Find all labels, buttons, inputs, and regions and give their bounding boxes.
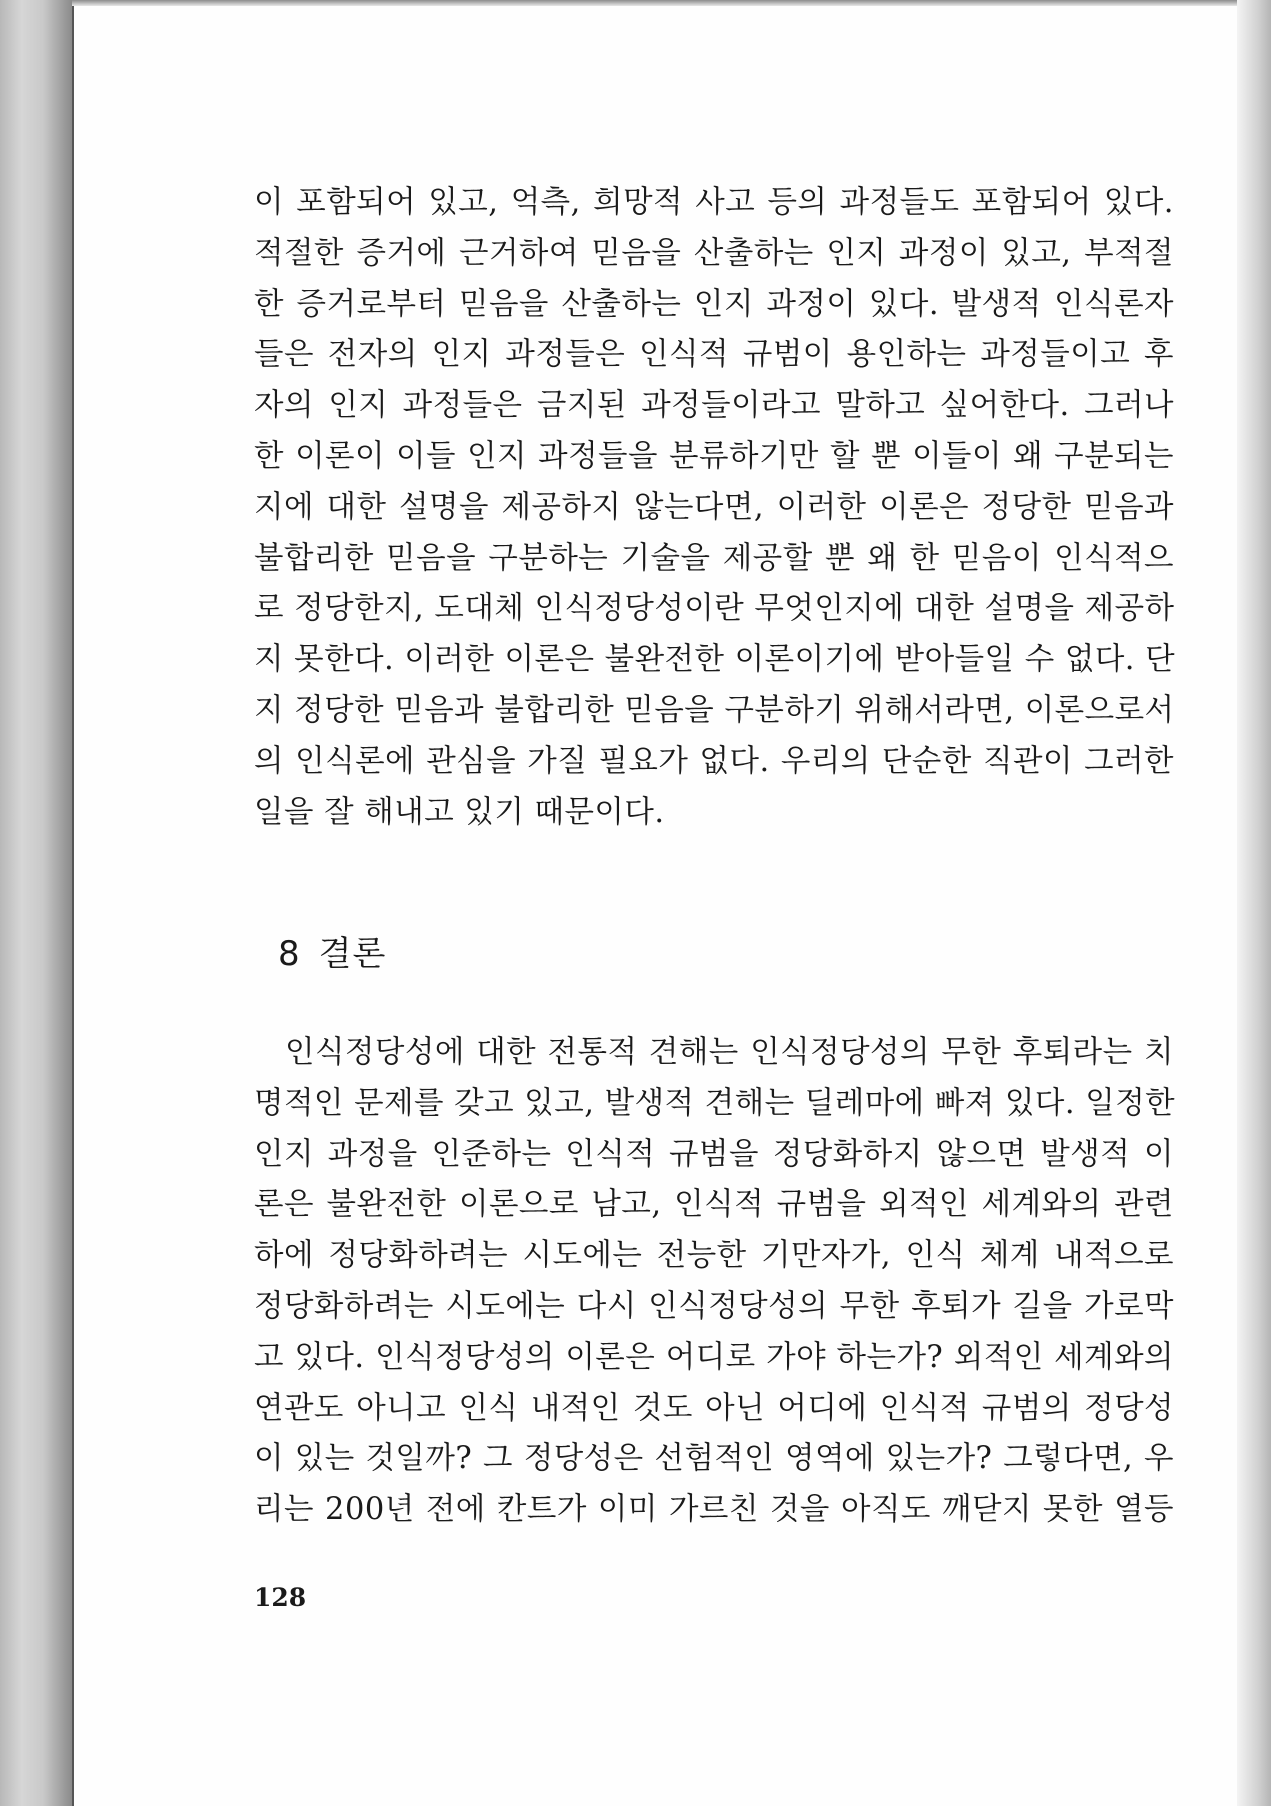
text-line: 로 정당한지, 도대체 인식정당성이란 무엇인지에 대한 설명을 제공하 [254, 591, 1175, 627]
text-line: 이 있는 것일까? 그 정당성은 선험적인 영역에 있는가? 그렇다면, 우 [254, 1441, 1174, 1477]
text-line: 한 증거로부터 믿음을 산출하는 인지 과정이 있다. 발생적 인식론자 [254, 286, 1174, 322]
page-number: 128 [254, 1583, 307, 1612]
book-page [74, 6, 1237, 1806]
text-line: 적절한 증거에 근거하여 믿음을 산출하는 인지 과정이 있고, 부적절 [254, 235, 1174, 271]
text-line: 한 이론이 이들 인지 과정들을 분류하기만 할 뿐 이들이 왜 구분되는 [254, 438, 1174, 474]
text-line: 의 인식론에 관심을 가질 필요가 없다. 우리의 단순한 직관이 그러한 [254, 743, 1174, 779]
text-line: 지에 대한 설명을 제공하지 않는다면, 이러한 이론은 정당한 믿음과 [254, 489, 1174, 525]
text-line: 인식정당성에 대한 전통적 견해는 인식정당성의 무한 후퇴라는 치 [285, 1035, 1174, 1070]
text-line: 자의 인지 과정들은 금지된 과정들이라고 말하고 싶어한다. 그러나 [254, 388, 1174, 424]
text-line: 리는 200년 전에 칸트가 이미 가르친 것을 아직도 깨닫지 못한 열등 [254, 1492, 1174, 1528]
section-title: 결론 [318, 934, 387, 974]
book-spine-edge [0, 0, 72, 1806]
text-line: 인지 과정을 인준하는 인식적 규범을 정당화하지 않으면 발생적 이 [254, 1136, 1174, 1172]
text-line: 불합리한 믿음을 구분하는 기술을 제공할 뿐 왜 한 믿음이 인식적으 [254, 540, 1174, 576]
text-line: 명적인 문제를 갖고 있고, 발생적 견해는 딜레마에 빠져 있다. 일정한 [254, 1085, 1176, 1121]
text-line: 이 포함되어 있고, 억측, 희망적 사고 등의 과정들도 포함되어 있다. [254, 185, 1174, 220]
text-line: 지 못한다. 이러한 이론은 불완전한 이론이기에 받아들일 수 없다. 단 [254, 642, 1176, 678]
text-line: 정당화하려는 시도에는 다시 인식정당성의 무한 후퇴가 길을 가로막 [254, 1288, 1174, 1324]
text-line: 연관도 아니고 인식 내적인 것도 아닌 어디에 인식적 규범의 정당성 [254, 1390, 1174, 1426]
paragraph-2 [254, 1028, 1174, 1536]
section-number: 8 [278, 934, 301, 974]
text-line: 지 정당한 믿음과 불합리한 믿음을 구분하기 위해서라면, 이론으로서 [254, 692, 1175, 728]
page-right-shadow [1237, 0, 1271, 1806]
text-line: 고 있다. 인식정당성의 이론은 어디로 가야 하는가? 외적인 세계와의 [254, 1339, 1174, 1375]
paragraph-1 [254, 178, 1174, 838]
section-heading [278, 926, 386, 975]
text-line: 하에 정당화하려는 시도에는 전능한 기만자가, 인식 체계 내적으로 [254, 1238, 1174, 1274]
text-line: 들은 전자의 인지 과정들은 인식적 규범이 용인하는 과정들이고 후 [254, 337, 1174, 373]
text-line: 론은 불완전한 이론으로 남고, 인식적 규범을 외적인 세계와의 관련 [254, 1187, 1174, 1223]
text-line: 일을 잘 해내고 있기 때문이다. [254, 794, 665, 830]
